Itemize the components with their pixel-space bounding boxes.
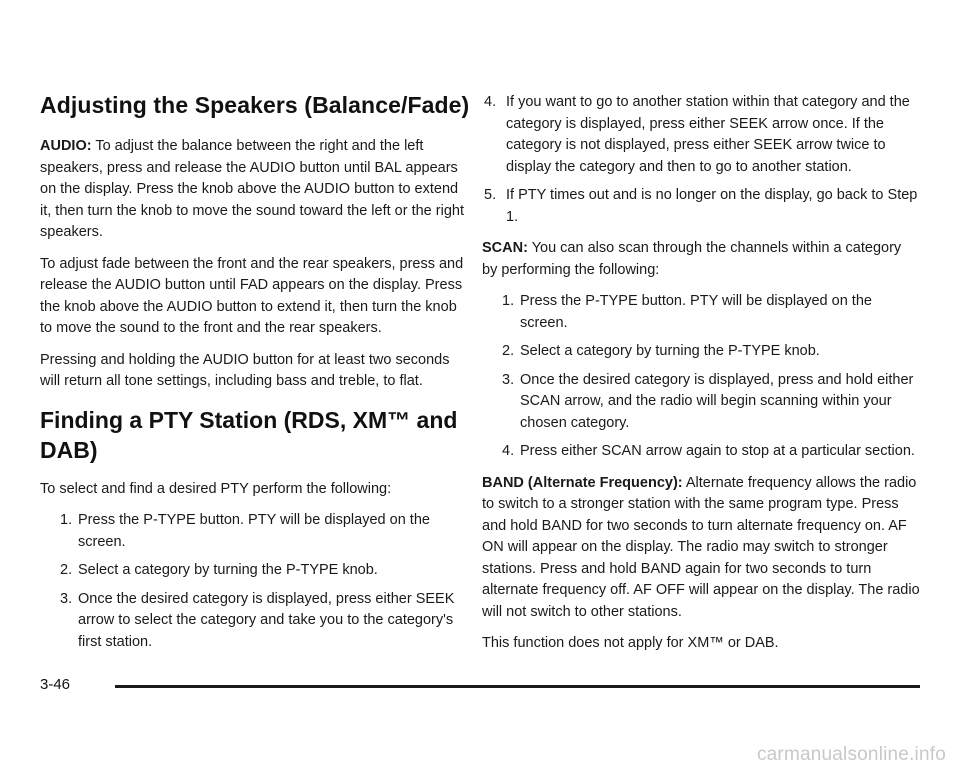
pty-intro: To select and find a desired PTY perform the following: (40, 480, 392, 497)
step-number: 4. (502, 443, 515, 459)
scan-lead: SCAN: (482, 240, 528, 256)
step-number: 1. (60, 512, 73, 528)
hold-paragraph: Pressing and holding the AUDIO button for at least two seconds will return all tone settings, including bass and treble, to flat. (40, 351, 450, 389)
list-item (40, 510, 472, 553)
footer-rule (115, 685, 920, 688)
page-footer (40, 674, 920, 698)
pty-steps-list (40, 510, 472, 653)
list-item (40, 589, 472, 654)
audio-paragraph (40, 136, 472, 244)
band-paragraph (482, 473, 920, 624)
step-number: 5. (484, 187, 497, 203)
section-heading-balance-fade: Adjusting the Speakers (Balance/Fade) (40, 92, 470, 118)
left-column (40, 92, 472, 663)
fade-paragraph: To adjust fade between the front and the rear speakers, press and release the AUDIO button until FAD appears on the display. Press the knob above the AUDIO button to extend it, then turn the knob to move the sound to the front and the rear speakers. (40, 255, 464, 336)
scan-steps-list (482, 291, 920, 463)
pty-steps-continued (482, 92, 920, 228)
step-text: Select a category by turning the P-TYPE knob. (520, 343, 820, 359)
step-text: Select a category by turning the P-TYPE knob. (78, 562, 378, 578)
list-item (40, 560, 472, 582)
step-text: Press the P-TYPE button. PTY will be displayed on the screen. (520, 293, 872, 331)
list-item (482, 341, 920, 363)
list-item (482, 92, 920, 178)
watermark: carmanualsonline.info (756, 744, 946, 765)
step-text: If PTY times out and is no longer on the display, go back to Step 1. (506, 187, 918, 225)
list-item (482, 370, 920, 435)
audio-text: To adjust the balance between the right and the left speakers, press and release the AUDIO button until BAL appears on the display. Press the knob above the AUDIO button to extend it, then turn the knob to move the sound toward the left or the right speakers. (40, 138, 464, 240)
step-text: Once the desired category is displayed, press either SEEK arrow to select the category and take you to the category's first station. (78, 590, 455, 650)
band-lead: BAND (Alternate Frequency): (482, 474, 683, 491)
audio-lead: AUDIO: (40, 138, 92, 154)
step-text: Press either SCAN arrow again to stop at a particular section. (520, 443, 915, 459)
list-item (482, 185, 920, 228)
xm-note: This function does not apply for XM™ or DAB. (482, 635, 779, 651)
scan-paragraph (482, 238, 920, 281)
step-text: If you want to go to another station within that category and the category is displayed, press either SEEK arrow once. If the category is not displayed, press either SEEK arrow twice to display the category and then to go to another station. (506, 94, 910, 175)
step-text: Once the desired category is displayed, press and hold either SCAN arrow, and the radio will begin scanning within your chosen category. (520, 371, 914, 431)
step-number: 3. (60, 590, 73, 607)
step-number: 2. (502, 343, 515, 359)
list-item (482, 291, 920, 334)
right-column (482, 92, 920, 665)
step-number: 4. (484, 94, 497, 110)
list-item (482, 441, 920, 463)
step-number: 2. (60, 562, 73, 578)
page-number: 3-46 (40, 676, 71, 693)
band-text: Alternate frequency allows the radio to switch to a stronger station with the same program type. Press and hold BAND for two seconds to turn alternate frequency on. AF ON will appear on the display. The radio may switch to stronger stations. Press and hold BAND again for two seconds to turn alternate frequency off. AF OFF will appear on the display. The radio will not switch to other stations. (482, 474, 920, 620)
step-text: Press the P-TYPE button. PTY will be displayed on the screen. (78, 512, 430, 550)
step-number: 1. (502, 293, 515, 309)
section-heading-pty: Finding a PTY Station (RDS, XM™ and DAB) (40, 406, 458, 463)
step-number: 3. (502, 371, 515, 388)
scan-text: You can also scan through the channels within a category by performing the following: (482, 240, 902, 278)
